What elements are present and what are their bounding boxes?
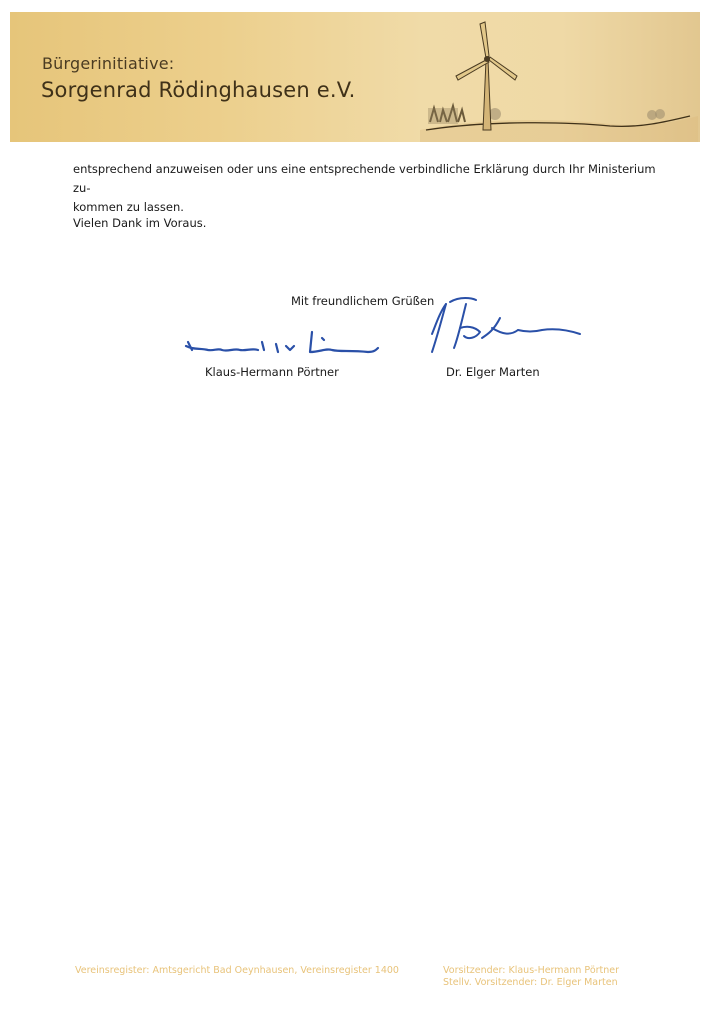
footer-chair: Vorsitzender: Klaus-Hermann Pörtner <box>443 965 620 976</box>
letter-paragraph-1-line-1: entsprechend anzuweisen oder uns eine entsprechende verbindliche Erklärung durch Ihr Ministerium zu- <box>73 162 656 195</box>
letterhead-banner <box>10 12 700 142</box>
signature-marten <box>432 298 580 352</box>
footer-vice-chair: Stellv. Vorsitzender: Dr. Elger Marten <box>443 977 618 988</box>
signer-name-portner: Klaus-Hermann Pörtner <box>205 365 339 379</box>
footer-register: Vereinsregister: Amtsgericht Bad Oeynhausen, Vereinsregister 1400 <box>75 965 399 976</box>
signer-name-marten: Dr. Elger Marten <box>446 365 540 379</box>
letter-paragraph-1 <box>73 160 673 217</box>
footer-officers <box>443 965 619 989</box>
letterhead-subtitle: Bürgerinitiative: <box>42 54 175 73</box>
handwritten-signatures <box>170 290 590 370</box>
signature-portner <box>186 332 378 352</box>
closing-salutation: Mit freundlichem Grüßen <box>291 294 435 308</box>
letterhead-title: Sorgenrad Rödinghausen e.V. <box>41 78 356 102</box>
letter-paragraph-1-line-2: kommen zu lassen. <box>73 200 184 214</box>
letter-paragraph-2: Vielen Dank im Voraus. <box>73 216 207 230</box>
letterhead-logo <box>10 12 700 142</box>
